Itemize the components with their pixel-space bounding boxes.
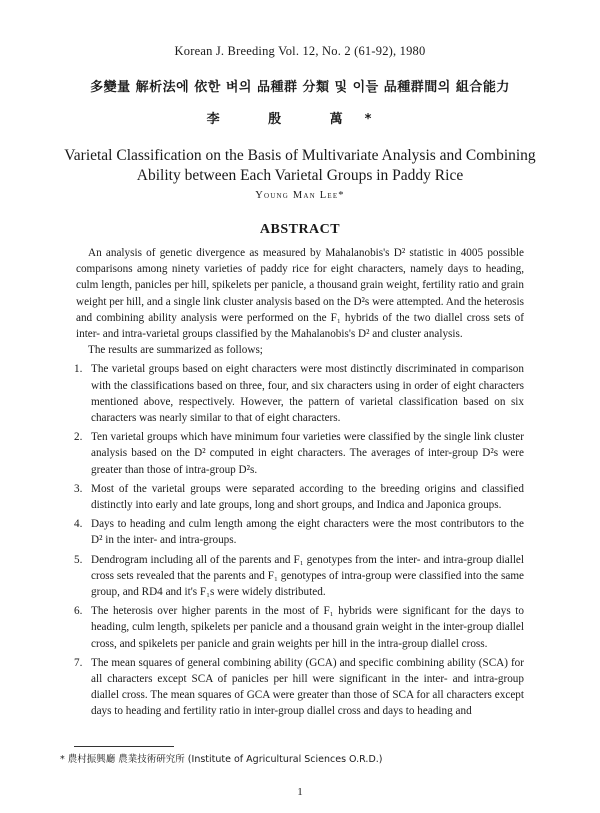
abstract-heading: ABSTRACT — [259, 222, 341, 237]
result-item — [76, 481, 524, 513]
korean-author: 李 殷 萬* — [206, 112, 394, 127]
result-item — [76, 516, 524, 548]
result-item — [76, 361, 524, 426]
results-intro: The results are summarized as follows; — [88, 344, 263, 357]
result-item — [76, 655, 524, 720]
result-text: Ten varietal groups which have minimum four varieties were classified by the single link cluster analysis based on the D² computed in eight characters. The averages of inter-group D²s were greater than those of intra-group D²s. — [91, 431, 524, 476]
korean-title: 多變量 解析法에 依한 벼의 品種群 分類 및 이들 品種群間의 組合能力 — [90, 80, 510, 95]
result-number: 1. — [74, 363, 83, 376]
english-title-line-2: Ability between Each Varietal Groups in Paddy Rice — [136, 167, 464, 184]
english-title-line-1: Varietal Classification on the Basis of Multivariate Analysis and Combining — [64, 147, 536, 164]
page-number: 1 — [297, 786, 303, 798]
result-number: 6. — [74, 605, 83, 618]
result-text: The varietal groups based on eight characters were most distinctly discriminated in comparison with the classifications based on three, four, and six characters using in order of eight characters mentioned above, respectively. However, the pattern of varietal classification based on six characters was nearly similar to that of eight characters. — [91, 363, 524, 425]
journal-citation: Korean J. Breeding Vol. 12, No. 2 (61-92), 1980 — [174, 44, 426, 58]
result-text: The mean squares of general combining ability (GCA) and specific combining ability (SCA) for all characters except SCA of panicles per hill were significant in the inter- and intra-group diallel cross. The mean squares of GCA were greater than those of SCA for all characters except days to heading and fertility ratio in inter-group diallel cross and days to heading and — [91, 656, 524, 718]
result-number: 2. — [74, 431, 83, 444]
result-number: 3. — [74, 482, 83, 495]
result-number: 4. — [74, 518, 83, 531]
result-number: 5. — [74, 553, 83, 566]
result-text: The heterosis over higher parents in the most of F₁ hybrids were significant for the days to heading, culm length, spikelets per panicle and a thousand grain weight in the inter-group diallel cross, and spikelets per panicle and grain weights per hill in the intra-group diallel cross. — [91, 605, 524, 650]
abstract-body — [76, 245, 524, 720]
result-item — [76, 552, 524, 601]
result-number: 7. — [74, 656, 83, 669]
result-text: Dendrogram including all of the parents and F₁ genotypes from the inter- and intra-group diallel cross sets revealed that the parents and F₁ genotypes of intra-group were classified into the same group, and RD4 and it's F₁s were widely distributed. — [91, 553, 524, 599]
result-text: Most of the varietal groups were separated according to the breeding origins and classified distinctly into early and late groups, long and short groups, and Indica and Japonica groups. — [91, 482, 524, 512]
result-item — [76, 429, 524, 478]
result-text: Days to heading and culm length among the eight characters were the most contributors to the D² in the inter- and intra-groups. — [91, 518, 524, 547]
results-list — [76, 361, 524, 719]
footnote: * 農村振興廳 農業技術硏究所 (Institute of Agricultural Sciences O.R.D.) — [60, 754, 383, 765]
abstract-intro-paragraph: An analysis of genetic divergence as measured by Mahalanobis's D² statistic in 4005 possible comparisons among ninety varieties of paddy rice for eight characters, namely days to heading, culm length, panicles per hill, spikelets per panicle, a thousand grain weight, fertility ratio and grain weight per hill, and a single link cluster analysis based on the D²s were attempted. And the heterosis and combining ability analysis were performed on the F₁ hybrids of the two diallel cross sets of inter- and intra-varietal groups classified by the Mahalanobis's D² and cluster analysis. — [76, 247, 524, 341]
footnote-divider — [74, 746, 174, 747]
result-item — [76, 603, 524, 652]
english-title — [40, 146, 560, 186]
english-author: Young Man Lee* — [255, 190, 345, 201]
